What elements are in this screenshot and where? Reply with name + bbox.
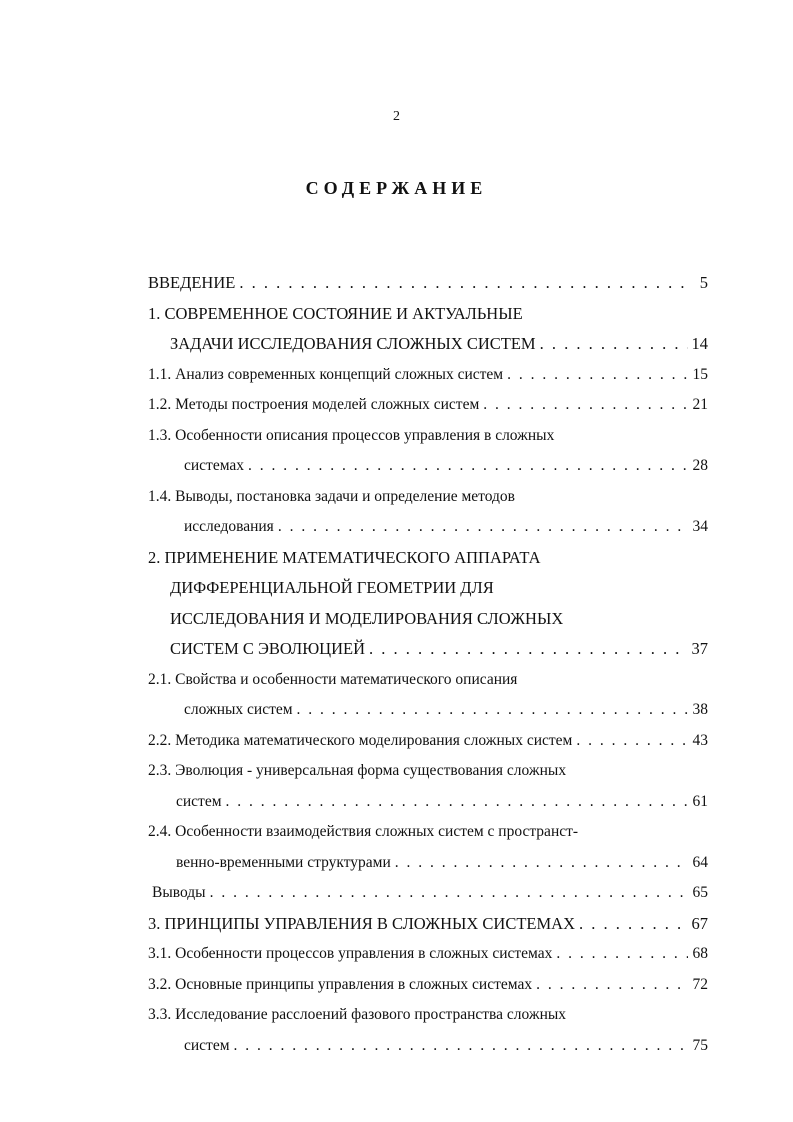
toc-entry-text: венно-временными структурами bbox=[176, 853, 391, 871]
dot-leader bbox=[206, 878, 688, 909]
toc-entry-line bbox=[148, 299, 708, 330]
toc-entry-text: ИССЛЕДОВАНИЯ И МОДЕЛИРОВАНИЯ СЛОЖНЫХ bbox=[170, 608, 564, 628]
dot-leader bbox=[536, 329, 688, 360]
toc-entry-continuation-line bbox=[148, 634, 708, 665]
toc-entry[interactable] bbox=[148, 268, 708, 299]
toc-page-number: 5 bbox=[699, 273, 708, 292]
dot-leader bbox=[235, 268, 688, 299]
toc-entry-continuation-line bbox=[148, 329, 708, 360]
toc-entry-text: систем bbox=[176, 792, 222, 810]
toc-entry-text: 2.1. Свойства и особенности математического описания bbox=[148, 670, 518, 688]
toc-entry[interactable] bbox=[148, 482, 708, 543]
dot-leader bbox=[230, 1031, 688, 1062]
toc-entry-text: 2.2. Методика математического моделирования сложных систем bbox=[148, 731, 573, 749]
dot-leader bbox=[532, 970, 688, 1001]
toc-entry[interactable] bbox=[148, 817, 708, 878]
toc-entry-line bbox=[148, 390, 708, 421]
dot-leader bbox=[222, 787, 688, 818]
toc-entry-line bbox=[148, 665, 708, 696]
toc-entry[interactable] bbox=[148, 543, 708, 665]
toc-page-number: 28 bbox=[692, 457, 708, 474]
toc-entry-text: 2.3. Эволюция - универсальная форма существования сложных bbox=[148, 762, 567, 779]
toc-entry[interactable] bbox=[148, 665, 708, 726]
toc-page-number: 75 bbox=[692, 1036, 708, 1054]
page-number: 2 bbox=[393, 109, 400, 124]
dot-leader bbox=[293, 695, 688, 726]
toc-entry-text: ЗАДАЧИ ИССЛЕДОВАНИЯ СЛОЖНЫХ СИСТЕМ bbox=[170, 334, 536, 353]
toc-entry-text: исследования bbox=[184, 518, 274, 535]
toc-entry-text: 1.2. Методы построения моделей сложных систем bbox=[148, 396, 480, 413]
toc-page-number: 21 bbox=[692, 396, 708, 413]
toc-entry-line bbox=[148, 421, 708, 452]
toc-entry[interactable] bbox=[148, 878, 708, 909]
toc-page-number: 15 bbox=[692, 365, 708, 383]
toc-entry[interactable] bbox=[148, 970, 708, 1001]
toc-entry-line bbox=[148, 268, 708, 299]
toc-entry-continuation-line bbox=[148, 848, 708, 879]
toc-page-number: 37 bbox=[691, 639, 708, 658]
toc-entry-line bbox=[148, 360, 708, 391]
toc-entry-text: 3. ПРИНЦИПЫ УПРАВЛЕНИЯ В СЛОЖНЫХ СИСТЕМАХ bbox=[148, 913, 576, 933]
toc-entry[interactable] bbox=[148, 726, 708, 757]
dot-leader bbox=[274, 512, 688, 543]
toc-page-number: 14 bbox=[691, 334, 708, 353]
toc-entry-text: 1.3. Особенности описания процессов управления в сложных bbox=[148, 426, 555, 444]
dot-leader bbox=[575, 909, 688, 940]
toc-entry-continuation-line bbox=[148, 1031, 708, 1062]
toc-entry-line bbox=[148, 726, 708, 757]
toc-entry-text: 3.1. Особенности процессов управления в сложных системах bbox=[148, 945, 553, 962]
toc-entry[interactable] bbox=[148, 390, 708, 421]
toc-entry[interactable] bbox=[148, 909, 708, 940]
toc-entry-text: 1. СОВРЕМЕННОЕ СОСТОЯНИЕ И АКТУАЛЬНЫЕ bbox=[148, 303, 523, 323]
toc-entry-line bbox=[148, 970, 708, 1001]
toc-entry-text: 1.4. Выводы, постановка задачи и определение методов bbox=[148, 487, 516, 505]
toc-entry-text: системах bbox=[184, 457, 245, 474]
toc-entry-text: 2.4. Особенности взаимодействия сложных систем с пространст- bbox=[148, 823, 579, 840]
toc-entry-line bbox=[148, 878, 708, 909]
toc-entry[interactable] bbox=[148, 360, 708, 391]
toc-page-number: 68 bbox=[692, 945, 708, 962]
toc-entry-text: систем bbox=[184, 1036, 230, 1054]
toc-page-number: 34 bbox=[692, 518, 708, 535]
toc-page-number: 67 bbox=[691, 913, 708, 933]
toc-entry-continuation-line bbox=[148, 451, 708, 482]
page-title: СОДЕРЖАНИЕ bbox=[305, 178, 488, 198]
toc-entry[interactable] bbox=[148, 1000, 708, 1061]
dot-leader bbox=[552, 939, 688, 970]
toc-entry-text: 1.1. Анализ современных концепций сложных систем bbox=[148, 365, 504, 383]
toc-entry[interactable] bbox=[148, 421, 708, 482]
toc-entry-text: ВВЕДЕНИЕ bbox=[148, 273, 236, 292]
toc-entry-line bbox=[148, 817, 708, 848]
dot-leader bbox=[244, 451, 688, 482]
dot-leader bbox=[391, 848, 688, 879]
toc-entry[interactable] bbox=[148, 939, 708, 970]
toc-entry-text: СИСТЕМ С ЭВОЛЮЦИЕЙ bbox=[170, 639, 365, 658]
toc-page-number: 38 bbox=[692, 701, 708, 718]
toc-entry-text: 3.3. Исследование расслоений фазового пространства сложных bbox=[148, 1006, 567, 1023]
dot-leader bbox=[479, 390, 688, 421]
toc-entry-text: ДИФФЕРЕНЦИАЛЬНОЙ ГЕОМЕТРИИ ДЛЯ bbox=[170, 578, 494, 597]
toc-entry-continuation-line bbox=[148, 695, 708, 726]
toc-entry-text: Выводы bbox=[152, 884, 206, 901]
toc-page-number: 61 bbox=[692, 792, 708, 810]
toc-entry-text: 3.2. Основные принципы управления в сложных системах bbox=[148, 975, 533, 993]
toc-entry-line bbox=[148, 482, 708, 513]
toc-page-number: 65 bbox=[692, 884, 708, 901]
toc-entry[interactable] bbox=[148, 756, 708, 817]
toc-entry-continuation-line bbox=[148, 512, 708, 543]
dot-leader bbox=[572, 726, 688, 757]
toc-page-number: 72 bbox=[692, 975, 708, 993]
toc-entry-line bbox=[148, 909, 708, 940]
toc-entry-line bbox=[148, 1000, 708, 1031]
toc-entry-line bbox=[148, 939, 708, 970]
dot-leader bbox=[503, 360, 688, 391]
toc-entry-line bbox=[148, 756, 708, 787]
toc-entry[interactable] bbox=[148, 299, 708, 360]
toc-entry-line bbox=[148, 543, 708, 574]
toc-entry-continuation-line bbox=[148, 787, 708, 818]
toc-page-number: 64 bbox=[692, 853, 708, 871]
table-of-contents bbox=[148, 268, 708, 1061]
toc-entry-text: 2. ПРИМЕНЕНИЕ МАТЕМАТИЧЕСКОГО АППАРАТА bbox=[148, 547, 541, 567]
toc-entry-text: сложных систем bbox=[184, 701, 293, 718]
toc-entry-continuation-line bbox=[148, 604, 708, 635]
toc-page-number: 43 bbox=[692, 731, 708, 749]
toc-entry-continuation-line bbox=[148, 573, 708, 604]
dot-leader bbox=[365, 634, 688, 665]
